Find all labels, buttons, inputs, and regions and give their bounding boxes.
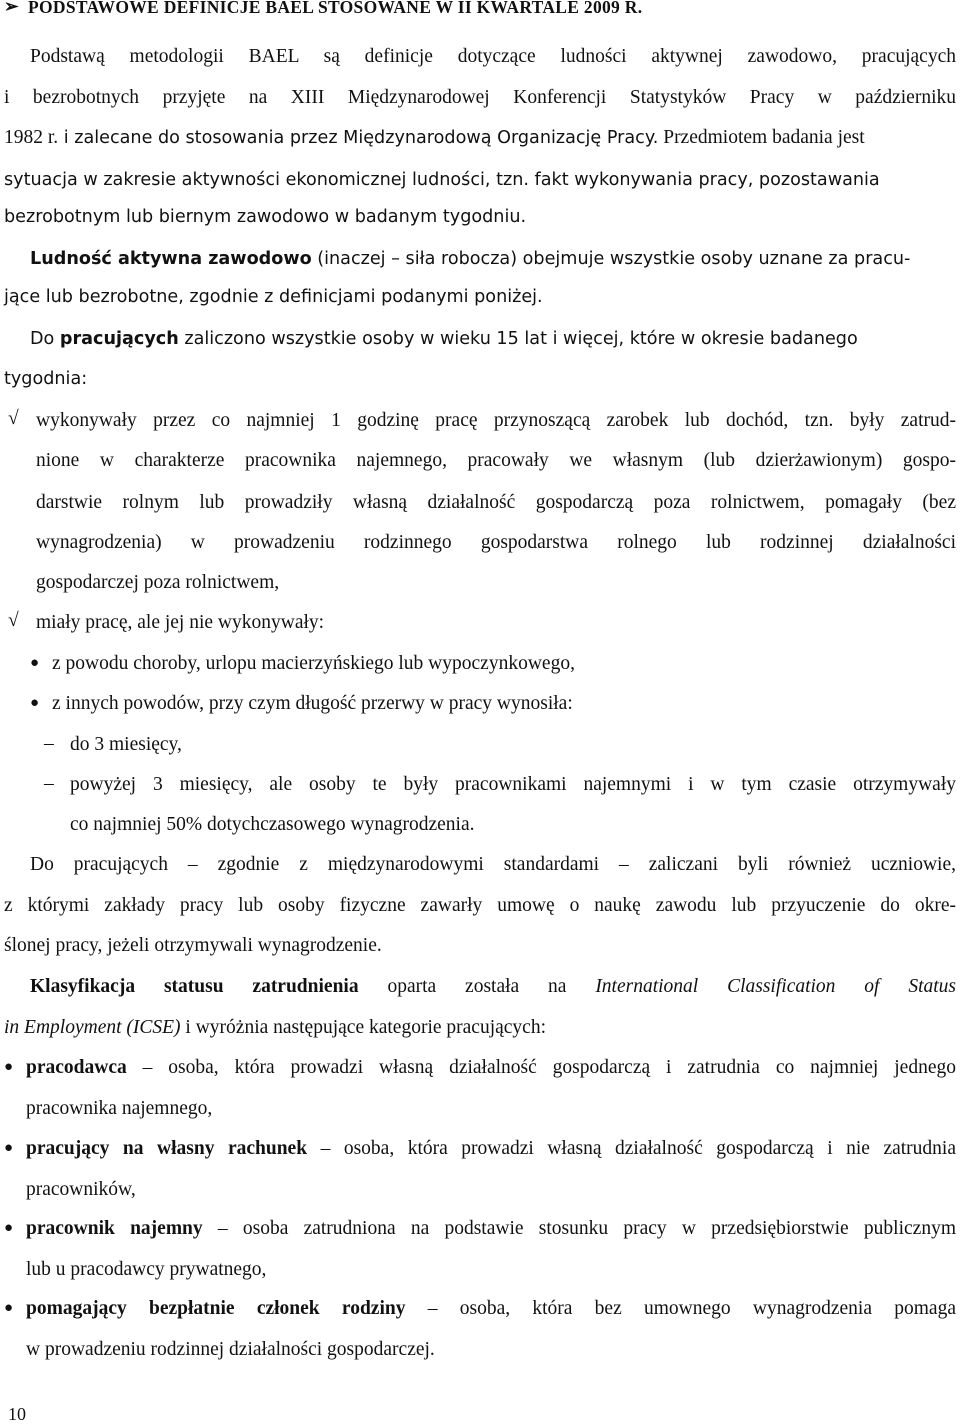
check-item-b: miały pracę, ale jej nie wykonywały:: [36, 612, 325, 633]
category-self-employed-term: pracujący na własny rachunek: [26, 1138, 308, 1159]
category-employer-term: pracodawca: [26, 1057, 127, 1078]
dash-icon: –: [44, 733, 54, 754]
employed-lead: Do: [30, 329, 60, 349]
category-family-worker-line-1: [26, 1299, 956, 1319]
active-pop-line-2: jące lub bezrobotne, zgodnie z definicjami podanymi poniżej.: [4, 287, 543, 307]
classification-line-2: [4, 1018, 546, 1038]
employed-term: pracujących: [59, 329, 179, 349]
sub-item-b: z innych powodów, przy czym długość przerwy w pracy wynosiła:: [52, 693, 573, 714]
intro-line-4: [4, 170, 880, 190]
check-item-a-line-2: nione w charakterze pracownika najemnego, pracowały we własnym (lub dzierżawionym) gospo-: [36, 450, 956, 471]
check-icon: √: [8, 408, 19, 429]
intro-line-1: Podstawą metodologii BAEL są definicje dotyczące ludności aktywnej zawodowo, pracujących: [30, 46, 956, 67]
bullet-icon: ●: [30, 655, 40, 671]
bullet-icon: ●: [4, 1140, 14, 1156]
classification-term: Klasyfikacja statusu zatrudnienia: [30, 976, 359, 997]
intro-line-3-sans: i zalecane do stosowania przez Międzynarodową Organizację Pracy.: [58, 128, 659, 148]
intro-line-2: i bezrobotnych przyjęte na XIII Międzynarodowej Konferencji Statystyków Pracy w październiku: [4, 87, 956, 108]
category-family-worker-line-2: w prowadzeniu rodzinnej działalności gospodarczej.: [26, 1339, 435, 1360]
active-pop-term: Ludność aktywna zawodowo: [30, 249, 312, 269]
classification-italic-1: International Classification of Status: [595, 976, 956, 997]
employed-line-2: tygodnia:: [4, 369, 88, 389]
category-employee-line-2: lub u pracodawcy prywatnego,: [26, 1259, 267, 1280]
intro-line-4-sans: sytuacja w zakresie aktywności ekonomicznej ludności, tzn.: [4, 170, 529, 190]
check-item-a-line-1: wykonywały przez co najmniej 1 godzinę pracę przynoszącą zarobek lub dochód, tzn. były zatrud-: [36, 410, 956, 431]
category-family-worker-term: pomagający bezpłatnie członek rodziny: [26, 1298, 406, 1319]
sub-item-a: z powodu choroby, urlopu macierzyńskiego lub wypoczynkowego,: [52, 653, 575, 674]
classification-mid: oparta została na: [358, 976, 596, 997]
check-item-a-line-5: gospodarczej poza rolnictwem,: [36, 572, 280, 593]
intl-line-3: ślonej pracy, jeżeli otrzymywali wynagrodzenie.: [4, 935, 382, 956]
check-item-a-line-4: wynagrodzenia) w prowadzeniu rodzinnego gospodarstwa rolnego lub rodzinnej działalności: [36, 532, 956, 553]
category-employee-text: – osoba zatrudniona na podstawie stosunku pracy w przedsiębiorstwie publicznym: [202, 1218, 956, 1239]
classification-italic-2: in Employment (ICSE): [4, 1017, 181, 1038]
employed-text: zaliczono wszystkie osoby w wieku 15 lat i więcej, które w okresie badanego: [178, 329, 858, 349]
category-employee-line-1: [26, 1219, 956, 1239]
employed-line-1: [30, 331, 858, 349]
category-self-employed-line-2: pracowników,: [26, 1179, 136, 1200]
intro-line-3: [4, 128, 865, 148]
dash-item-b-line-1: powyżej 3 miesięcy, ale osoby te były pracownikami najemnymi i w tym czasie otrzymywały: [70, 774, 956, 795]
page-number: 10: [8, 1404, 26, 1424]
classification-line-1: [30, 977, 956, 997]
bullet-icon: ●: [30, 695, 40, 711]
dash-icon: –: [44, 773, 54, 794]
active-pop-text: (inaczej – siła robocza) obejmuje wszystkie osoby uznane za pracu-: [311, 249, 911, 269]
check-item-a-line-3: darstwie rolnym lub prowadziły własną działalność gospodarczą poza rolnictwem, pomagały (bez: [36, 492, 956, 513]
category-employee-term: pracownik najemny: [26, 1218, 203, 1239]
intro-line-3-date: 1982 r.: [4, 127, 59, 148]
check-icon: √: [8, 610, 19, 631]
bullet-icon: ●: [4, 1220, 14, 1236]
category-self-employed-line-1: [26, 1139, 956, 1159]
dash-item-a: do 3 miesięcy,: [70, 734, 182, 755]
dash-item-b-line-2: co najmniej 50% dotychczasowego wynagrodzenia.: [70, 814, 475, 835]
arrow-bullet-icon: ➢: [4, 0, 19, 16]
bullet-icon: ●: [4, 1300, 14, 1316]
intro-line-4-sans-b: fakt wykonywania pracy, pozostawania: [528, 170, 880, 190]
category-employer-line-1: [26, 1058, 956, 1078]
classification-tail: i wyróżnia następujące kategorie pracujących:: [180, 1017, 546, 1038]
intl-line-2: z którymi zakłady pracy lub osoby fizyczne zawarły umowę o naukę zawodu lub przyuczenie do okre-: [4, 895, 956, 916]
category-employer-text: – osoba, która prowadzi własną działalność gospodarczą i zatrudnia co najmniej jednego: [126, 1057, 956, 1078]
intro-line-5: bezrobotnym lub biernym zawodowo w badanym tygodniu.: [4, 207, 527, 227]
category-family-worker-text: – osoba, która bez umownego wynagrodzenia pomaga: [405, 1298, 956, 1319]
bullet-icon: ●: [4, 1059, 14, 1075]
intro-line-3-serif: Przedmiotem badania jest: [658, 127, 865, 148]
category-employer-line-2: pracownika najemnego,: [26, 1098, 213, 1119]
section-heading: PODSTAWOWE DEFINICJE BAEL STOSOWANE W II KWARTALE 2009 R.: [28, 0, 643, 17]
intl-line-1: Do pracujących – zgodnie z międzynarodowymi standardami – zaliczani byli również uczniowie,: [30, 854, 956, 875]
category-self-employed-text: – osoba, która prowadzi własną działalność gospodarczą i nie zatrudnia: [307, 1138, 956, 1159]
active-pop-line-1: [30, 251, 910, 269]
